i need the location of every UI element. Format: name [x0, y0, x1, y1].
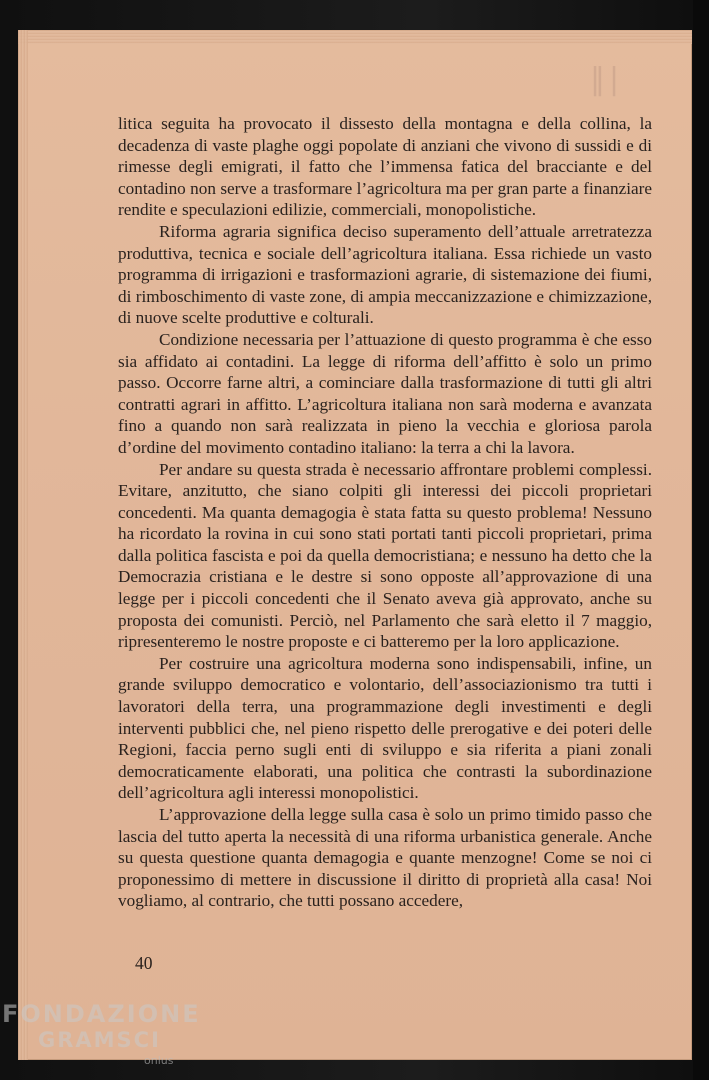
watermark-text: FONDAZIONE	[2, 1000, 201, 1028]
watermark-text: GRAMSCI	[38, 1028, 161, 1052]
paragraph: Riforma agraria significa deciso superamento dell’attuale arretratezza produttiva, tecnica e sociale dell’agricoltura italiana. Essa richiede un vasto programma di irrigazioni e trasformazioni agrarie, di sistemazione dei fiumi, di rimboschimento di vaste zone, di ampia meccanizzazione e chimizzazione, di nuove scelte produttive e colturali.	[118, 221, 652, 328]
page-edge-top	[18, 30, 692, 44]
paragraph: litica seguita ha provocato il dissesto della montagna e della collina, la decadenza di vaste plaghe oggi popolate di anziani che vivono di sussidi e di rimesse degli emigrati, il fatto che l’immensa fatica del bracciante e del contadino non serve a trasformare l’agricoltura ma per gran parte a finanziare rendite e speculazioni edilizie, commerciali, monopolistiche.	[118, 114, 652, 220]
paragraph: L’approvazione della legge sulla casa è solo un primo timido passo che lascia del tutto aperta la necessità di una riforma urbanistica generale. Anche su questa questione quanta demagogia e quante menzogne! Come se noi ci proponessimo di mettere in discussione il diritto di proprietà alla casa! Noi vogliamo, al contrario, che tutti possano accedere,	[118, 805, 652, 911]
pencil-mark: ‖|	[590, 62, 624, 97]
paragraph: Per andare su questa strada è necessario affrontare problemi complessi. Evitare, anzitutto, che siano colpiti gli interessi dei piccoli proprietari concedenti. Ma quanta demagogia è stata fatta su questo problema! Nessuno ha ricordato la rovina in cui sono stati portati tanti piccoli proprietari, prima dalla politica fascista e poi da quella democristiana; e nessuno ha detto che la Democrazia cristiana e le destre si sono opposte all’approvazione di una legge per i piccoli concedenti che il Senato aveva già approvato, anche su proposta dei comunisti. Perciò, nel Parlamento che sarà eletto il 7 maggio, ripresenteremo le nostre proposte e ci batteremo per la loro applicazione.	[118, 459, 652, 652]
paragraph: Condizione necessaria per l’attuazione di questo programma è che esso sia affidato ai contadini. La legge di riforma dell’affitto è solo un primo passo. Occorre farne altri, a cominciare dalla trasformazione di tutti gli altri contratti agrari in affitto. L’agricoltura italiana non sarà moderna e avanzata fino a quando non sarà realizzata in pieno la vecchia e gloriosa parola d’ordine del movimento contadino italiano: la terra a chi la lavora.	[118, 329, 652, 457]
watermark-text: onlus	[144, 1054, 174, 1067]
paragraph: Per costruire una agricoltura moderna sono indispensabili, infine, un grande sviluppo democratico e volontario, dell’associazionismo tra tutti i lavoratori della terra, una programmazione degli investimenti e degli interventi pubblici che, nel pieno rispetto delle prerogative e dei poteri delle Regioni, faccia perno sugli enti di sviluppo e sia riferita a piani zonali democraticamente elaborati, una politica che contrasti la subordinazione dell’agricoltura agli interessi monopolistici.	[118, 653, 652, 803]
body-text	[118, 113, 652, 912]
watermark-logo	[2, 1000, 202, 1070]
page-edge-left	[18, 30, 28, 1060]
page-number: 40	[135, 953, 153, 973]
scan-border-right	[693, 0, 709, 1080]
